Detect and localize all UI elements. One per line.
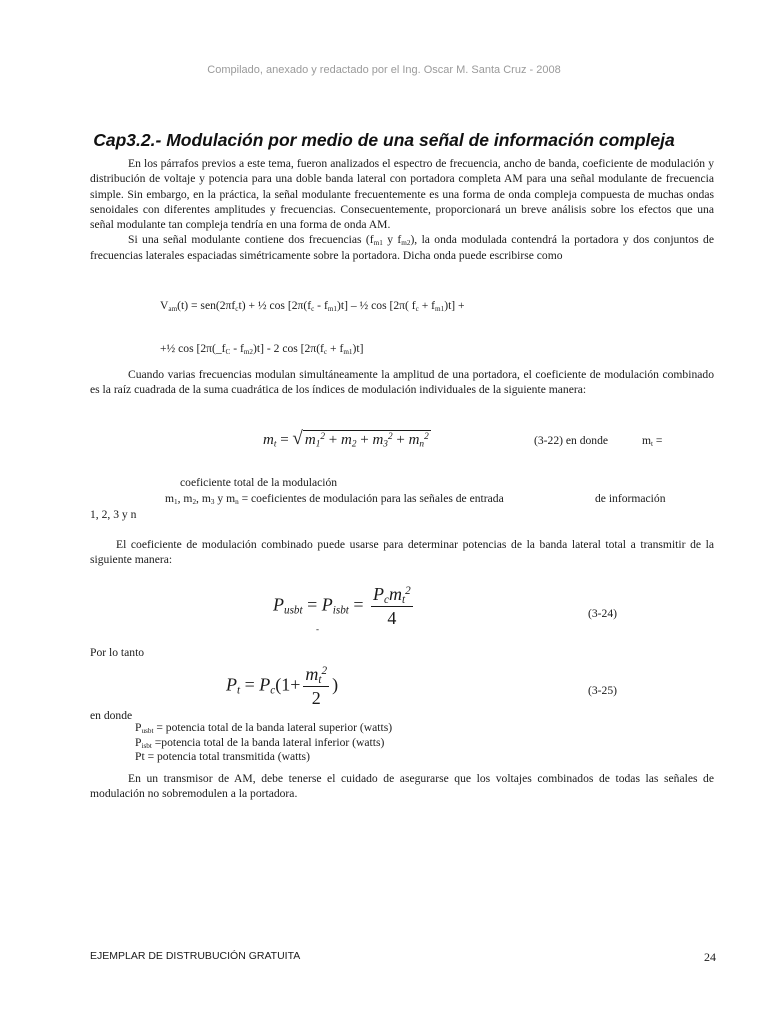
definition-pt: Pt = potencia total transmitida (watts) [135,750,310,763]
equation-number-3-22: (3-22) en donde [534,434,609,447]
en-donde-label: en donde [90,709,133,722]
equation-vam-line2: +½ $\cos [2\pi(\_f_C - f_{m2})t] - 2$ $\cos [2\pi(f_c + f_{m1})t]$ [160,342,364,356]
definition-pusbt: $P_{usbt}$ = potencia total de la banda lateral superior (watts) [135,721,393,735]
definition-m-indices: $m_1$, $m_2$, $m_3$ y $m_n$ = coeficientes de modulación para las señales de entrada [165,492,504,506]
equation-number-3-24: (3-24) [588,607,617,620]
page-number: 24 [704,950,716,964]
stray-mark: - [316,624,319,634]
por-lo-tanto-label: Por lo tanto [90,646,145,659]
equation-vam-line1: $V_{am}(t) = sen(2\pi f_ct)$ + ½ $\cos [2\pi(f_c - f_{m1})t]$ – ½ cos [2π( $f_c + f_{m1})t$] + [160,299,465,313]
definition-index-list: 1, 2, 3 y n [90,508,137,521]
definition-info-label: de información [595,492,666,505]
definition-mt: coeficiente total de la modulación [180,476,338,489]
sideband-power-paragraph: El coeficiente de modulación combinado puede usarse para determinar potencias de la banda lateral total a transmitir de la siguiente manera: [90,538,714,567]
combined-index-paragraph: Cuando varias frecuencias modulan simultáneamente la amplitud de una portadora, el coeficiente de modulación combinado es la raíz cuadrada de la suma cuadrática de los índices de modulación individuales de la siguiente manera: [90,368,714,397]
section-title: Cap3.2.- Modulación por medio de una señal de información compleja [93,130,675,150]
equation-number-3-25: (3-25) [588,684,617,697]
overmodulation-paragraph: En un transmisor de AM, debe tenerse el cuidado de asegurarse que los voltajes combinados de todas las señales de modulación no sobremodulen a la portadora. [90,772,714,801]
mt-label: $m_t$ = [642,434,663,448]
equation-3-24: $P_{usbt} = P_{isbt}$ = $\frac{P_cm_t^2}{4}$ [273,584,411,628]
page-header: Compilado, anexado y redactado por el Ing. Oscar M. Santa Cruz - 2008 [207,64,561,76]
equation-3-25: $P_t = P_c(1+$ $\frac{m_t^2}{2}$ ) [226,664,339,708]
intro-text-2: Si una señal modulante contiene dos frecuencias ($f_{m1}$ y $f_{m2}$), la onda modulada contendrá la portadora y dos conjuntos de frecuencias laterales espaciadas simétricamente sobre la portadora. Dicha onda puede escribirse como [90,233,714,262]
intro-text-1: En los párrafos previos a este tema, fueron analizados el espectro de frecuencia, ancho de banda, coeficiente de modulación y distribución de voltaje y potencia para una doble banda lateral con portadora completa AM para una señal modulante de frecuencia simple. Sin embargo, en la práctica, la señal modulante frecuentemente es una forma de onda compleja compuesta de muchas ondas senoidales con diferentes amplitudes y frecuencias. Consecuentemente, proporcionará un breve análisis sobre los efectos que una señal modulante tan compleja tendría en una forma de onda AM. [90,157,714,232]
equation-3-22: $m_t$ = √ $m_1^2 + m_2 + m_3^2 + m_n^2$ [263,428,429,450]
intro-paragraph [90,156,714,263]
footer-notice: EJEMPLAR DE DISTRUBUCIÓN GRATUITA [90,950,301,962]
definition-pisbt: $P_{isbt}$ =potencia total de la banda lateral inferior (watts) [135,736,385,750]
